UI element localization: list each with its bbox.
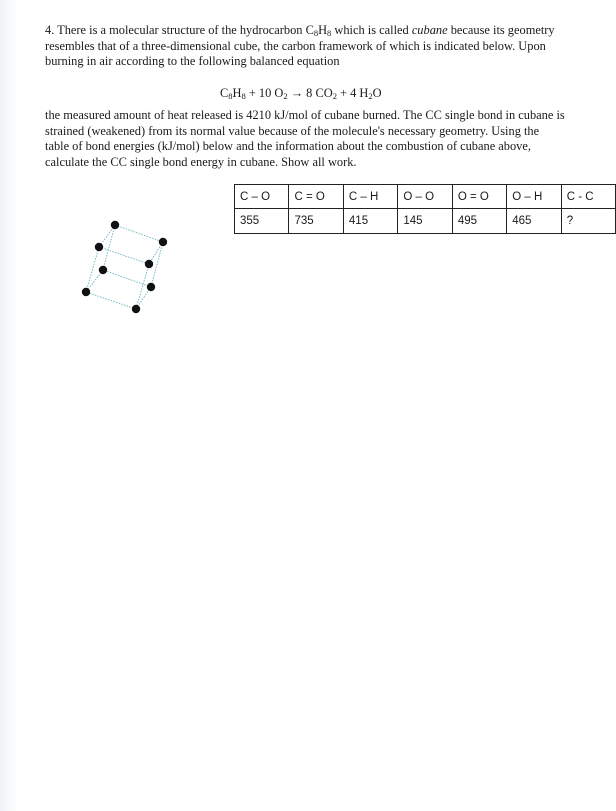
carbon-atoms [82,221,167,313]
bond-value-c-o: 355 [235,209,289,234]
scan-edge-shading [0,0,18,811]
cubane-term: cubane [411,23,448,37]
bond-type-row [235,185,616,209]
bond-header-o-double-o: O = O [452,185,506,209]
bond-value-o-o: 145 [398,209,452,234]
bond-header-c-o: C – O [235,185,289,209]
bond-header-o-h: O – H [507,185,561,209]
bond-value-o-double-o: 495 [452,209,506,234]
carbon-atom [145,260,153,268]
bond-value-c-double-o: 735 [289,209,343,234]
carbon-atom [111,221,119,229]
bond-value-o-h: 465 [507,209,561,234]
cubane-structure-diagram [80,218,175,318]
bond-value-c-h: 415 [343,209,397,234]
problem-number: 4. [45,23,55,37]
carbon-atom [99,266,107,274]
problem-instructions: the measured amount of heat released is 4210 kJ/mol of cubane burned. The CC single bond in cubane is strained (weakened) from its normal value because of the molecule's necessary geometry. Using the table of bond energies (kJ/mol) below and the information about the combustion of cubane above, calculate the CC single bond energy in cubane. Show all work. [45,108,565,169]
bond-header-c-h: C – H [343,185,397,209]
carbon-atom [132,305,140,313]
carbon-atom [82,288,90,296]
carbon-atom [159,238,167,246]
problem-intro: 4. There is a molecular structure of the hydrocarbon $C_8H_8$ which is called cubane because its geometry resembles that of a three-dimensional cube, the carbon framework of which is indicated below. Upon burning in air according to the following balanced equation [45,23,555,68]
bond-energy-table [234,184,616,234]
bond-header-o-o: O – O [398,185,452,209]
bond-header-c-double-o: C = O [289,185,343,209]
balanced-equation: $C_8H_8 + 10$ $O_2 \to 8$ $CO_2 + 4$ $H_2O$ [220,86,382,101]
formula-c8h8: $C_8H_8$ [305,23,332,38]
bond-header-c-c: C - C [561,185,615,209]
bond-value-c-c: ? [561,209,615,234]
carbon-atom [95,243,103,251]
bond-energy-row [235,209,616,234]
carbon-atom [147,283,155,291]
